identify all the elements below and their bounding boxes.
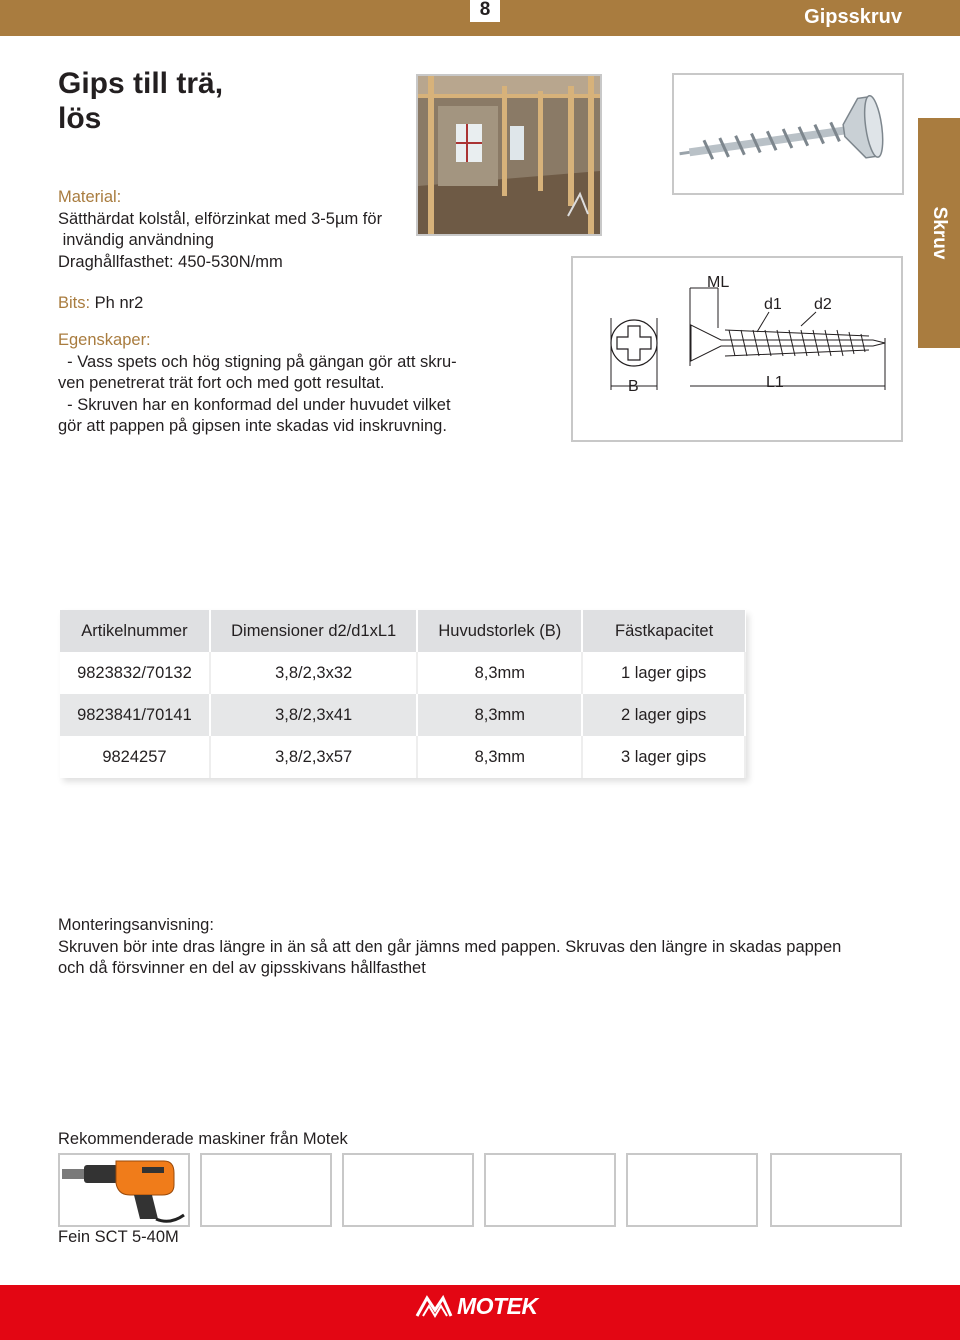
property-line-1: - Vass spets och hög stigning på gängan gör att skru- — [58, 352, 457, 371]
side-tab-label: Skruv — [929, 206, 950, 260]
label-d2: d2 — [814, 296, 832, 313]
cell-head-size: 8,3mm — [417, 652, 582, 694]
header-dimensions: Dimensioner d2/d1xL1 — [210, 610, 418, 652]
machine-thumbnail-empty — [626, 1153, 758, 1227]
machine-thumbnail-empty — [770, 1153, 902, 1227]
cell-article-number: 9824257 — [60, 736, 210, 778]
table-row — [60, 652, 745, 694]
screw-photo — [672, 73, 904, 195]
header-bar — [0, 0, 960, 36]
bits-value: Ph nr2 — [90, 294, 144, 312]
properties-block — [58, 330, 457, 438]
machines-heading: Rekommenderade maskiner från Motek — [58, 1130, 348, 1148]
material-line-3: Draghållfasthet: 450-530N/mm — [58, 252, 283, 271]
property-line-3: - Skruven har en konformad del under huvudet vilket — [58, 395, 451, 414]
material-line-2: invändig användning — [58, 231, 214, 249]
material-block — [58, 187, 382, 273]
header-fastening-capacity: Fästkapacitet — [582, 610, 745, 652]
cell-fastening-capacity: 1 lager gips — [582, 652, 745, 694]
cell-article-number: 9823832/70132 — [60, 652, 210, 694]
cell-head-size: 8,3mm — [417, 694, 582, 736]
page-number: 8 — [470, 0, 500, 22]
specs-table — [60, 610, 746, 778]
label-l1: L1 — [766, 374, 784, 391]
motek-logo — [415, 1293, 538, 1320]
machine-thumbnail-empty — [342, 1153, 474, 1227]
mounting-label: Monteringsanvisning: — [58, 916, 214, 934]
header-article-number: Artikelnummer — [60, 610, 210, 652]
machine-thumbnail-empty — [200, 1153, 332, 1227]
cell-fastening-capacity: 3 lager gips — [582, 736, 745, 778]
screw-dimension-drawing — [571, 256, 903, 442]
cell-dimensions: 3,8/2,3x41 — [210, 694, 418, 736]
cell-dimensions: 3,8/2,3x32 — [210, 652, 418, 694]
screw-head-top-view — [611, 320, 657, 366]
mounting-line-1: Skruven bör inte dras längre in än så att den går jämns med pappen. Skruvas den längre in skadas pappen — [58, 937, 842, 956]
screwdriver-image — [60, 1155, 188, 1225]
property-line-2: ven penetrerat trät fort och med gott resultat. — [58, 374, 385, 392]
header-head-size: Huvudstorlek (B) — [417, 610, 582, 652]
motek-logo-icon — [415, 1294, 453, 1320]
label-ml: ML — [707, 274, 730, 291]
table-header-row — [60, 610, 745, 652]
properties-label: Egenskaper: — [58, 331, 151, 349]
label-d1: d1 — [764, 296, 782, 313]
property-line-4: gör att pappen på gipsen inte skadas vid inskruvning. — [58, 417, 447, 435]
cell-dimensions: 3,8/2,3x57 — [210, 736, 418, 778]
cell-article-number: 9823841/70141 — [60, 694, 210, 736]
section-title: Gipsskruv — [804, 6, 902, 28]
cell-head-size: 8,3mm — [417, 736, 582, 778]
side-tab — [918, 118, 960, 348]
mounting-block — [58, 915, 841, 980]
bits-label: Bits: — [58, 294, 91, 312]
cell-fastening-capacity: 2 lager gips — [582, 694, 745, 736]
screw-side-view — [691, 325, 885, 361]
title-line-2: lös — [58, 102, 102, 135]
table-row — [60, 694, 745, 736]
bits-block — [58, 293, 143, 315]
motek-logo-text: MOTEK — [457, 1293, 538, 1319]
material-line-1: Sätthärdat kolstål, elförzinkat med 3-5µm för — [58, 209, 383, 228]
machine-thumbnail-empty — [484, 1153, 616, 1227]
table-row — [60, 736, 745, 778]
title-line-1: Gips till trä, — [58, 67, 224, 100]
page-title — [58, 66, 223, 136]
label-b: B — [628, 378, 639, 395]
material-label: Material: — [58, 188, 122, 206]
mounting-line-2: och då försvinner en del av gipsskivans hållfasthet — [58, 959, 426, 977]
machine-thumbnail-fein — [58, 1153, 190, 1227]
interior-wall-photo — [416, 74, 602, 236]
machine-caption: Fein SCT 5-40M — [58, 1228, 179, 1246]
